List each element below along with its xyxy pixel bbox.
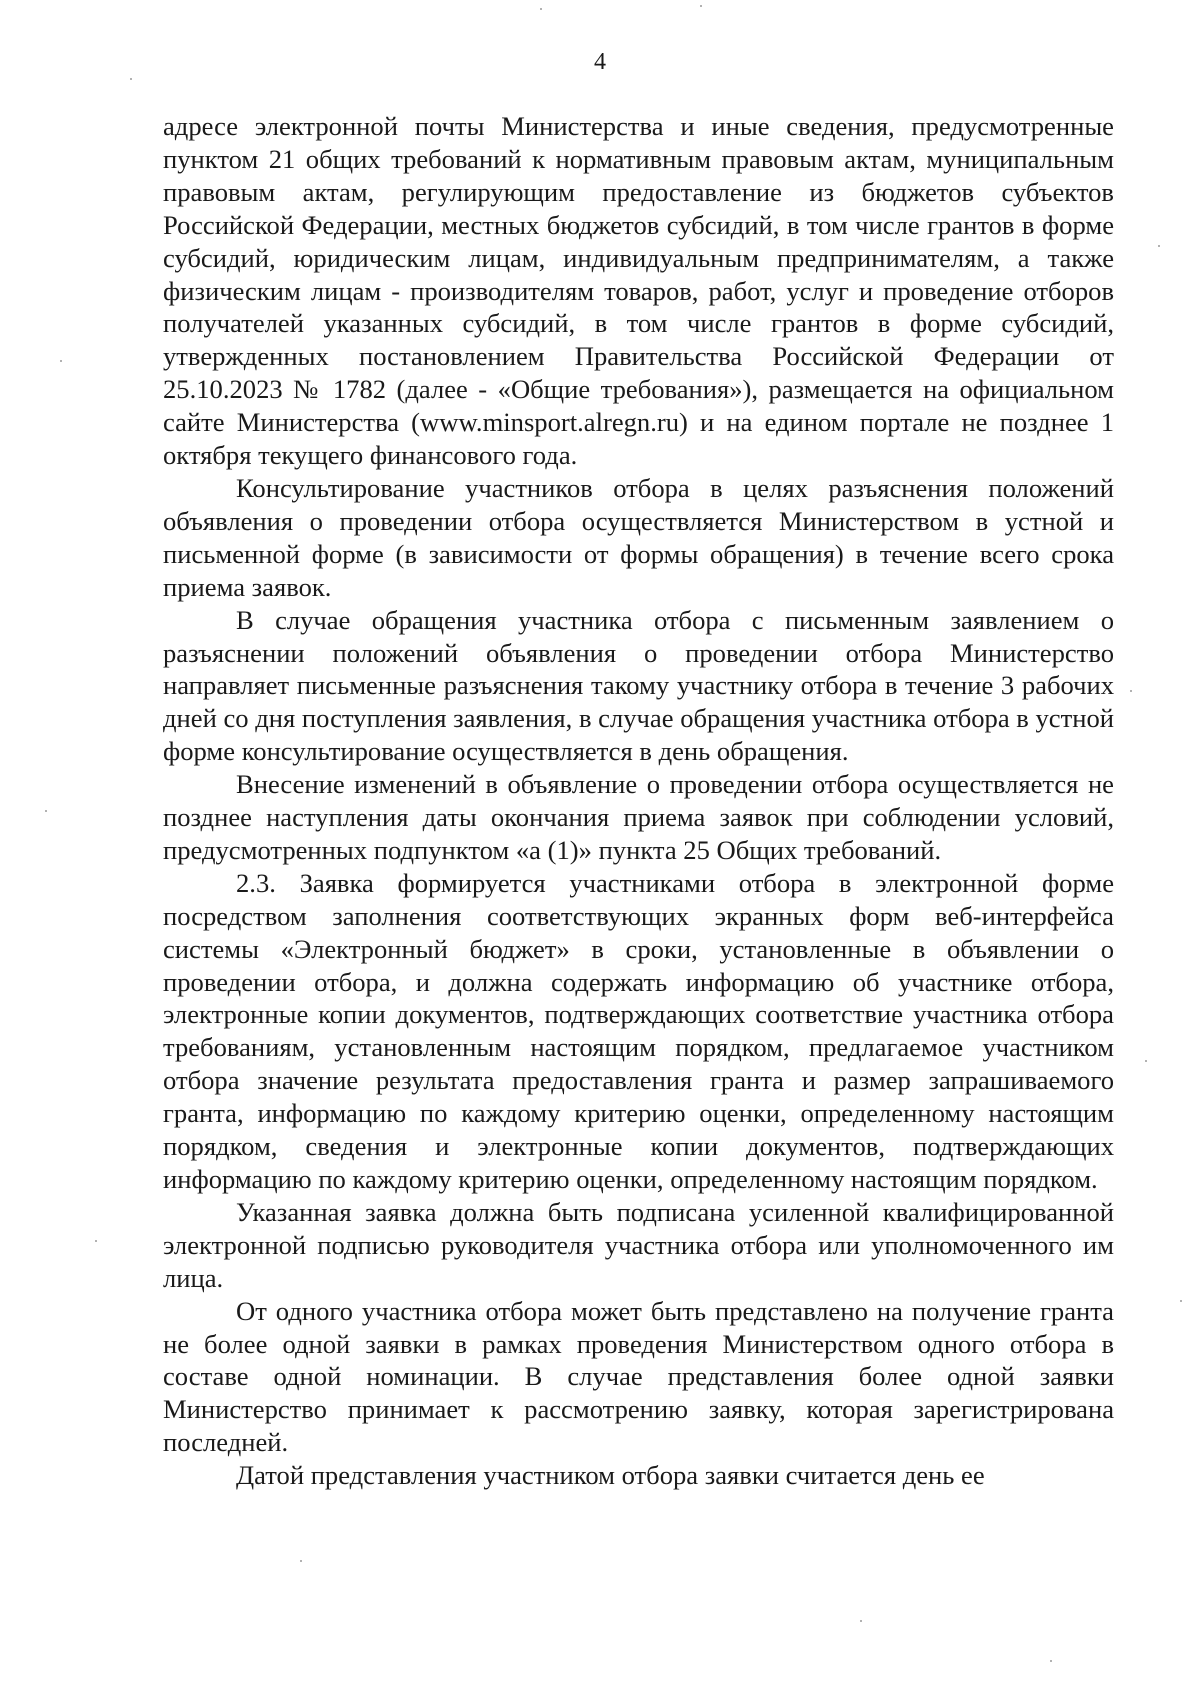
scan-speck <box>1158 245 1160 247</box>
paragraph: Консультирование участников отбора в целях разъяснения положений объявления о проведении отбора осуществляется Министерством в устной и письменной форме (в зависимости от формы обращения) в течение всего срока приема заявок. <box>163 472 1114 602</box>
scan-speck <box>300 1560 302 1562</box>
scan-speck <box>1130 690 1132 692</box>
scan-speck <box>60 360 62 362</box>
paragraph: Внесение изменений в объявление о проведении отбора осуществляется не позднее наступления даты окончания приема заявок при соблюдении условий, предусмотренных подпунктом «а (1)» пункта 25 Общих требований. <box>163 769 1114 865</box>
paragraph: 2.3. Заявка формируется участниками отбора в электронной форме посредством заполнения соответствующих экранных форм веб-интерфейса системы «Электронный бюджет» в сроки, установленные в объявлении о проведении отбора, и должна содержать информацию об участнике отбора, электронные копии документов, подтверждающих соответствие участника отбора требованиям, установленным настоящим порядком, предлагаемое участником отбора значение результата предоставления гранта и размер запрашиваемого гранта, информацию по каждому критерию оценки, определенному настоящим порядком, сведения и электронные копии документов, подтверждающих информацию по каждому критерию оценки, определенному настоящим порядком. <box>163 867 1114 1194</box>
scan-speck <box>95 1240 97 1242</box>
paragraph: От одного участника отбора может быть представлено на получение гранта не более одной заявки в рамках проведения Министерством одного отбора в составе одной номинации. В случае представления более одной заявки Министерство принимает к рассмотрению заявку, которая зарегистрирована последней. <box>163 1295 1114 1458</box>
paragraph: адресе электронной почты Министерства и иные сведения, предусмотренные пунктом 21 общих требований к нормативным правовым актам, муниципальным правовым актам, регулирующим предоставление из бюджетов субъектов Российской Федерации, местных бюджетов субсидий, в том числе грантов в форме субсидий, юридическим лицам, индивидуальным предпринимателям, а также физическим лицам - производителям товаров, работ, услуг и проведение отборов получателей указанных субсидий, в том числе грантов в форме субсидий, утвержденных постановлением Правительства Российской Федерации от 25.10.2023 № 1782 (далее - «Общие требования»), размещается на официальном сайте Министерства (www.minsport.alregn.ru) и на едином портале не позднее 1 октября текущего финансового года. <box>163 111 1114 471</box>
scan-speck <box>45 810 47 812</box>
page-number: 4 <box>594 49 606 75</box>
scan-speck <box>1050 1660 1052 1662</box>
scan-speck <box>860 1620 862 1622</box>
scan-speck <box>130 78 132 80</box>
paragraph: В случае обращения участника отбора с письменным заявлением о разъяснении положений объявления о проведении отбора Министерство направляет письменные разъяснения такому участнику отбора в течение 3 рабочих дней со дня поступления заявления, в случае обращения участника отбора в устной форме консультирование осуществляется в день обращения. <box>163 604 1114 767</box>
document-body <box>163 110 1114 1492</box>
paragraph: Указанная заявка должна быть подписана усиленной квалифицированной электронной подписью руководителя участника отбора или уполномоченного им лица. <box>163 1196 1114 1293</box>
scan-speck <box>1180 1300 1182 1302</box>
scan-speck <box>1145 1060 1147 1062</box>
scan-speck <box>700 5 702 7</box>
paragraph: Датой представления участником отбора заявки считается день ее <box>236 1460 985 1491</box>
scan-speck <box>540 8 542 10</box>
